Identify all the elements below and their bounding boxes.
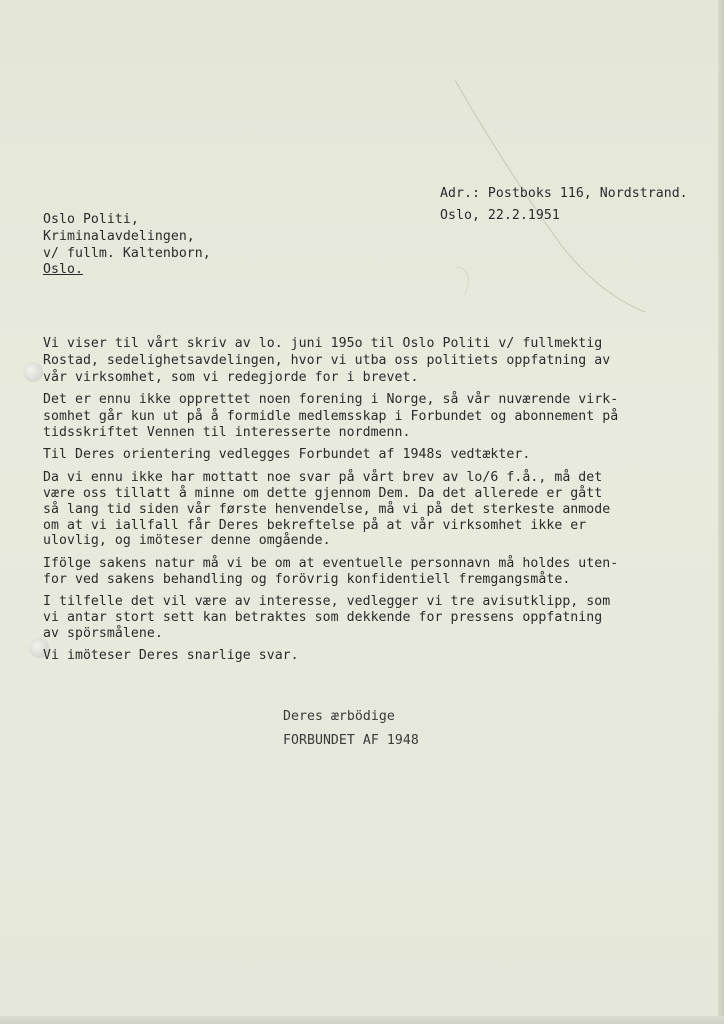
- recipient-line-4: Oslo.: [43, 262, 83, 277]
- paper-bottom-edge: [0, 1016, 724, 1024]
- body-p1-line-2: Rostad, sedelighetsavdelingen, hvor vi utba oss politiets oppfatning av: [43, 353, 611, 368]
- body-p6-line-3: av spörsmålene.: [43, 626, 163, 641]
- body-p4-line-5: ulovlig, og imöteser denne omgående.: [43, 533, 331, 548]
- body-p6-line-2: vi antar stort sett kan betraktes som dekkende for pressens oppfatning: [43, 610, 603, 625]
- closing-salutation: Deres ærbödige: [283, 709, 395, 724]
- body-p4-line-1: Da vi ennu ikke har mottatt noe svar på vårt brev av lo/6 f.å., må det: [43, 470, 603, 485]
- body-p1-line-3: vår virksomhet, som vi redegjorde for i brevet.: [43, 370, 419, 385]
- sender-address: Adr.: Postboks 116, Nordstrand.: [440, 186, 688, 201]
- closing-organization: FORBUNDET AF 1948: [283, 733, 419, 748]
- body-p4-line-3: så lang tid siden vår første henvendelse, må vi på det sterkeste anmode: [43, 502, 611, 517]
- body-p2-line-1: Det er ennu ikke opprettet noen forening i Norge, så vår nuværende virk-: [43, 392, 619, 407]
- body-p2-line-3: tidsskriftet Vennen til interesserte nordmenn.: [43, 425, 411, 440]
- recipient-line-3: v/ fullm. Kaltenborn,: [43, 246, 211, 261]
- body-p1-line-1: Vi viser til vårt skriv av lo. juni 195o til Oslo Politi v/ fullmektig: [43, 336, 603, 351]
- body-p6-line-1: I tilfelle det vil være av interesse, vedlegger vi tre avisutklipp, som: [43, 594, 611, 609]
- recipient-line-2: Kriminalavdelingen,: [43, 229, 195, 244]
- body-p5-line-1: Ifölge sakens natur må vi be om at eventuelle personnavn må holdes uten-: [43, 556, 619, 571]
- body-p2-line-2: somhet går kun ut på å formidle medlemsskap i Forbundet og abonnement på: [43, 409, 619, 424]
- punch-hole-top: [23, 362, 43, 382]
- letter-date: Oslo, 22.2.1951: [440, 208, 560, 223]
- recipient-line-1: Oslo Politi,: [43, 212, 139, 227]
- body-p7-line-1: Vi imöteser Deres snarlige svar.: [43, 648, 299, 663]
- body-p4-line-2: være oss tillatt å minne om dette gjennom Dem. Da det allerede er gått: [43, 486, 603, 501]
- body-p4-line-4: om at vi iallfall får Deres bekreftelse på at vår virksomhet ikke er: [43, 518, 587, 533]
- body-p3-line-1: Til Deres orientering vedlegges Forbundet af 1948s vedtækter.: [43, 447, 531, 462]
- body-p5-line-2: for ved sakens behandling og forövrig konfidentiell fremgangsmåte.: [43, 572, 571, 587]
- paper-right-edge: [718, 0, 724, 1024]
